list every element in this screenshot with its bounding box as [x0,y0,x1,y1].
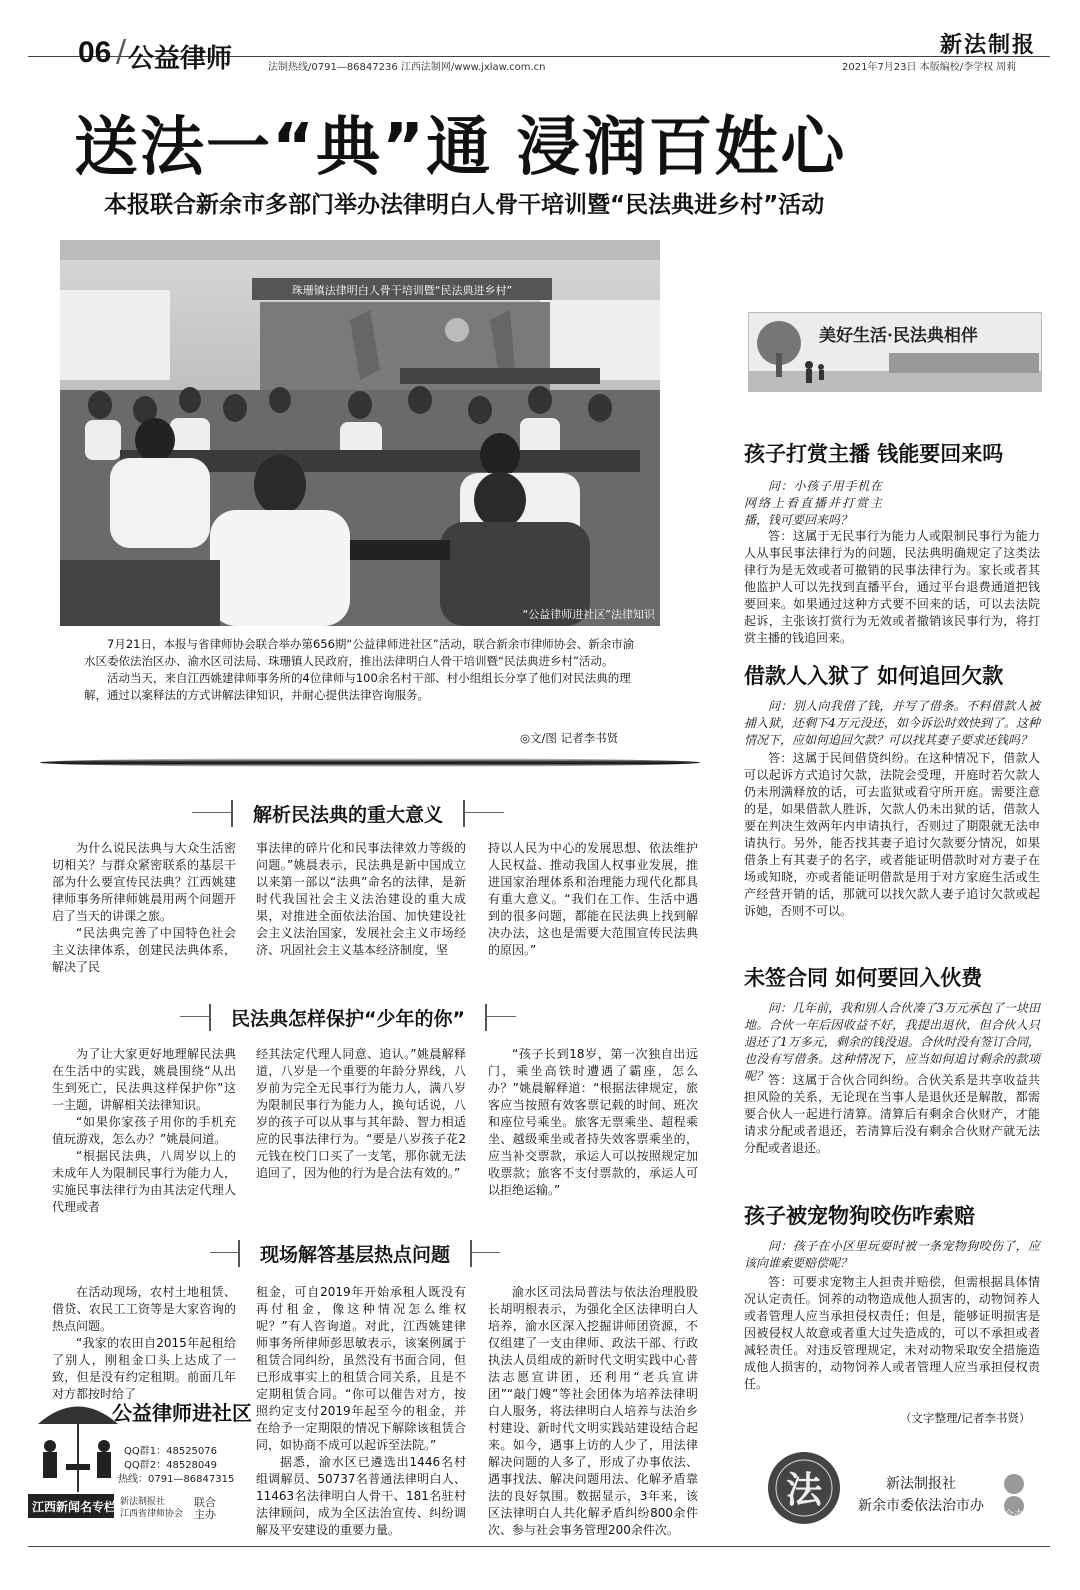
answer-text: 答：这属于民间借贷纠纷。在这种情况下，借款人可以起诉方式追讨欠款，法院会受理，开庭时若欠款人仍未刑满释放的话，可去监狱或看守所开庭。需要注意的是，如果借款人胜诉，欠款人仍未出狱的话，借款人要在判决生效两年内申请执行，否则过了期限就无法申请执行。另外，能否找其妻子追讨欠款要分情况，如果借条上有其妻子的名字，或者能证明借款时对方妻子在场或知晓，亦或者能证明借款是用于对方家庭生活或生产经营开销的话，那就可以找欠款人妻子追讨欠款或起诉她，否则不可以。 [744,751,1040,918]
divider-rule [40,758,700,767]
section3-column2 [256,1284,466,1539]
page-number: 06 [78,36,112,69]
section1-column1 [52,840,236,976]
caption-paragraph: 活动当天，来自江西姚建律师事务所的4位律师与100余名村干部、村小组组长分享了他们对民法典的理解，通过以案释法的方式讲解法律知识，并耐心提供法律咨询服务。 [84,671,631,702]
section1-column2 [256,840,466,959]
paragraph: 在活动现场，农村土地租赁、借贷、农民工工资等是大家咨询的热点问题。 [52,1285,236,1333]
banner-title: 美好生活·民法典相伴 [819,326,978,346]
qa-answer [744,1274,1040,1393]
question-text: 问：小孩子用手机在网络上看直播并打赏主播，钱可要回来吗？ [744,479,882,527]
section-heading [210,1236,500,1270]
section2-column1 [52,1046,236,1216]
header-info: 法制热线/0791—86847236 江西法制网/www.jxlaw.com.cn [268,62,546,73]
qa-answer [744,1072,1040,1157]
banner-illustration [749,313,1041,391]
qa-question [744,478,882,529]
paragraph: 为了让大家更好地理解民法典在生活中的实践，姚晨围绕“从出生到死亡，民法典这样保护你”这一主题，讲解相关法律知识。 [52,1047,236,1112]
section2-column3 [488,1046,698,1199]
right-banner [748,312,1042,392]
subheadline: 本报联合新余市多部门举办法律明白人骨干培训暨“民法典进乡村”活动 [104,192,825,218]
paragraph: 经其法定代理人同意、追认。”姚晨解释道，八岁是一个重要的年龄分界线，八岁前为完全无民事行为能力人，满八岁为限制民事行为能力人，换句话说，八岁的孩子可以从事与其年龄、智力相适应的民事法律行为。“要是八岁孩子花2元钱在校门口买了一支笔，那你就无法追回了，因为他的行为是合法有效的。” [256,1047,466,1180]
paragraph: “如果你家孩子用你的手机充值玩游戏，怎么办？”姚晨问道。 [52,1115,236,1146]
paragraph: 渝水区司法局普法与依法治理股股长胡明根表示，为强化全区法律明白人培养，渝水区深入挖掘讲师团资源，不仅组建了一支由律师、政法干部、行政执法人员组成的新时代文明实践中心普法志愿宣讲团，还利用“老兵宣讲团”“敲门嫂”等社会团体为培养法律明白人服务，将法律明白人培养与法治乡村建设、新时代文明实践站建设结合起来。如今，遇事上访的人少了，用法律解决问题的人多了，形成了办事依法、遇事找法、解决问题用法、化解矛盾靠法的良好氛围。数据显示，3年来，该区法律明白人共化解矛盾纠纷800余件次、参与社会事务管理200余件次。 [488,1285,698,1537]
paragraph: 据悉，渝水区已遴选出1446名村组调解员、50737名普通法律明白人、11463名法律明白人骨干、181名驻村法律顾问，成为全区法治宣传、纠纷调解及平安建设的重要力量。 [256,1455,466,1537]
footer-co-host [760,1446,1040,1530]
qa-answer [744,750,1040,920]
header-slash: / [116,34,127,69]
org2: 江西省律师协会 [120,1509,184,1519]
logo-title: 公益律师进社区 [112,1401,252,1425]
hotline: 热线：0791—86847315 [118,1474,235,1485]
section3-column3 [488,1284,698,1539]
qa-question [744,698,1040,749]
qa-credit: （文字整理/记者李书贤） [900,1411,1031,1425]
date-editor: 2021年7月23日 本版编校/李学权 周莉 [842,62,1017,73]
org1: 新法制报社 [886,1476,956,1492]
qa-question [744,1238,1040,1272]
paragraph: 租金，可自2019年开始承租人既没有再付租金，像这种情况怎么维权呢？”有人咨询道。对此，江西姚建律师事务所律师彭思敏表示，该案例属于租赁合同纠纷，虽然没有书面合同，但已形成事实上的租赁合同关系，且是不定期租赁合同。“你可以催告对方，按照约定支付2019年起至今的租金，并在给予一定期限的情况下解除该租赁合同，如协商不成可以起诉至法院。” [256,1285,466,1452]
org1: 新法制报社 [120,1497,166,1507]
photo-corner-text: “公益律师进社区”法律知识 [522,608,655,621]
footer-rule [28,1546,1050,1547]
section2-column2 [256,1046,466,1182]
host-label: 主办 [194,1508,216,1521]
question-text: 问：孩子在小区里玩耍时被一条宠物狗咬伤了，应该向谁索要赔偿呢？ [744,1239,1040,1270]
paragraph: 为什么说民法典与大众生活密切相关？与群众紧密联系的基层干部为什么要宣传民法典？江西姚建律师事务所律师姚晨用两个问题开启了当天的讲课之旅。 [52,841,236,923]
photo-banner-text: 珠珊镇法律明白人骨干培训暨“民法典进乡村” [291,284,513,297]
section-heading [192,796,504,830]
org2: 新余市委依法治市办 [858,1498,984,1514]
column-name: 公益律师 [128,44,233,74]
column-logo [28,1384,252,1524]
qa-title: 未签合同 如何要回入伙费 [744,966,983,990]
qq-group-2: QQ群2：48528049 [124,1460,218,1471]
paragraph: 事法律的碎片化和民事法律效力等级的问题。”姚晨表示，民法典是新中国成立以来第一部以“法典”命名的法律，是新时代我国社会主义法治建设的重大成果，对推进全面依法治国、加快建设社会主义法治国家，发展社会主义市场经济、巩固社会主义基本经济制度，坚 [256,841,466,957]
person-icon [44,1440,56,1452]
joint-label: 合办 [1004,1510,1024,1521]
column-logo-graphic [28,1384,252,1524]
paragraph: “根据民法典，八周岁以上的未成年人为限制民事行为能力人，实施民事法律行为由其法定代理人代理或者 [52,1149,236,1214]
paper-name: 新法制报 [940,32,1037,58]
section1-column3 [488,840,698,959]
paragraph: “孩子长到18岁，第一次独自出远门，乘坐高铁时遭遇了霸座，怎么办？”姚晨解释道：“根据法律规定，旅客应当按照有效客票记载的时间、班次和座位号乘坐。旅客无票乘坐、超程乘坐、越级乘坐或者持失效客票乘坐的，应当补交票款，承运人可以按照规定加收票款；旅客不支付票款的，承运人可以拒绝运输。” [488,1047,698,1197]
question-text: 问：几年前，我和别人合伙凑了3万元承包了一块田地。合伙一年后因收益不好，我提出退伙，但合伙人只退还了1万多元，剩余的钱没退。合伙时没有签订合同，也没有写借条。这种情况下，应当如何追讨剩余的款项呢？ [744,1001,1040,1083]
paragraph: 持以人民为中心的发展思想、依法维护人民权益、推动我国人权事业发展，推进国家治理体系和治理能力现代化都具有重大意义。“我们在工作、生活中遇到的很多问题，都能在民法典上找到解决办法，这也是需要大范围宣传民法典的原因。” [488,841,698,957]
answer-text: 答：可要求宠物主人担责并赔偿，但需根据具体情况认定责任。饲养的动物造成他人损害的，动物饲养人或者管理人应当承担侵权责任；但是，能够证明损害是因被侵权人故意或者重大过失造成的，可以不承担或者减轻责任。对违反管理规定，未对动物采取安全措施造成他人损害的，动物饲养人或者管理人应当承担侵权责任。 [744,1275,1040,1391]
co-host-graphic [760,1446,1040,1530]
section-title: 民法典怎样保护“少年的你” [209,1004,487,1031]
answer-text: 答：这属于合伙合同纠纷。合伙关系是共享收益共担风险的关系，无论现在当事人是退伙还是解散，都需要合伙人一起进行清算。清算后有剩余合伙财产，才能请求分配或者退还，若清算后没有剩余合伙财产就无法分配或者退还。 [744,1073,1040,1155]
qa-answer [744,528,1040,647]
joint-label: 联合 [194,1496,216,1509]
photo-caption [84,636,644,704]
headline: 送法一“典”通 浸润百姓心 [74,111,847,185]
section-title: 解析民法典的重大意义 [231,800,465,827]
paragraph: “民法典完善了中国特色社会主义法律体系，创建民法典体系，解决了民 [52,926,236,974]
question-text: 问：别人向我借了钱，并写了借条。不料借款人被捕入狱，还剩下4万元没还，如今诉讼时效快到了。这种情况下，应如何追回欠款？可以找其妻子要求还钱吗？ [744,699,1040,747]
qa-title: 孩子被宠物狗咬伤咋索赔 [744,1204,975,1228]
event-photo [60,240,660,626]
qa-title: 借款人入狱了 如何追回欠款 [744,664,1004,688]
brand-badge: 江西新闻名专栏 [32,1500,117,1514]
qa-title: 孩子打赏主播 钱能要回来吗 [744,442,1004,466]
umbrella-icon [38,1407,118,1425]
answer-text: 答：这属于无民事行为能力人或限制民事行为能力人从事民事法律行为的问题，民法典明确规定了这类法律行为是无效或者可撤销的民事法律行为。家长或者其他监护人可以先找到直播平台，通过平台退费通道把钱要回来。如果通过这种方式要不回来的话，可以去法院起诉，主张该打赏行为无效或者撤销该民事行为，将打赏主播的钱追回来。 [744,529,1040,645]
qq-group-1: QQ群1：48525076 [124,1446,218,1457]
section-heading [180,1000,516,1034]
person-icon [98,1440,110,1452]
seal-char: 法 [785,1469,823,1511]
paragraph: “我家的农田自2015年起租给了别人，刚租金口头上达成了一致，但是没有约定租期。前面几年对方都按时给了 [52,1336,236,1401]
meeting-photo-illustration [60,240,660,626]
photo-credit: ◎文/图 记者李书贤 [520,731,619,745]
caption-paragraph: 7月21日，本报与省律师协会联合举办第656期“公益律师进社区”活动，联合新余市律师协会、新余市渝水区委依法治区办、渝水区司法局、珠珊镇人民政府，推出法律明白人骨干培训暨“民法典进乡村”活动。 [84,637,635,668]
section-title: 现场解答基层热点问题 [238,1240,472,1267]
